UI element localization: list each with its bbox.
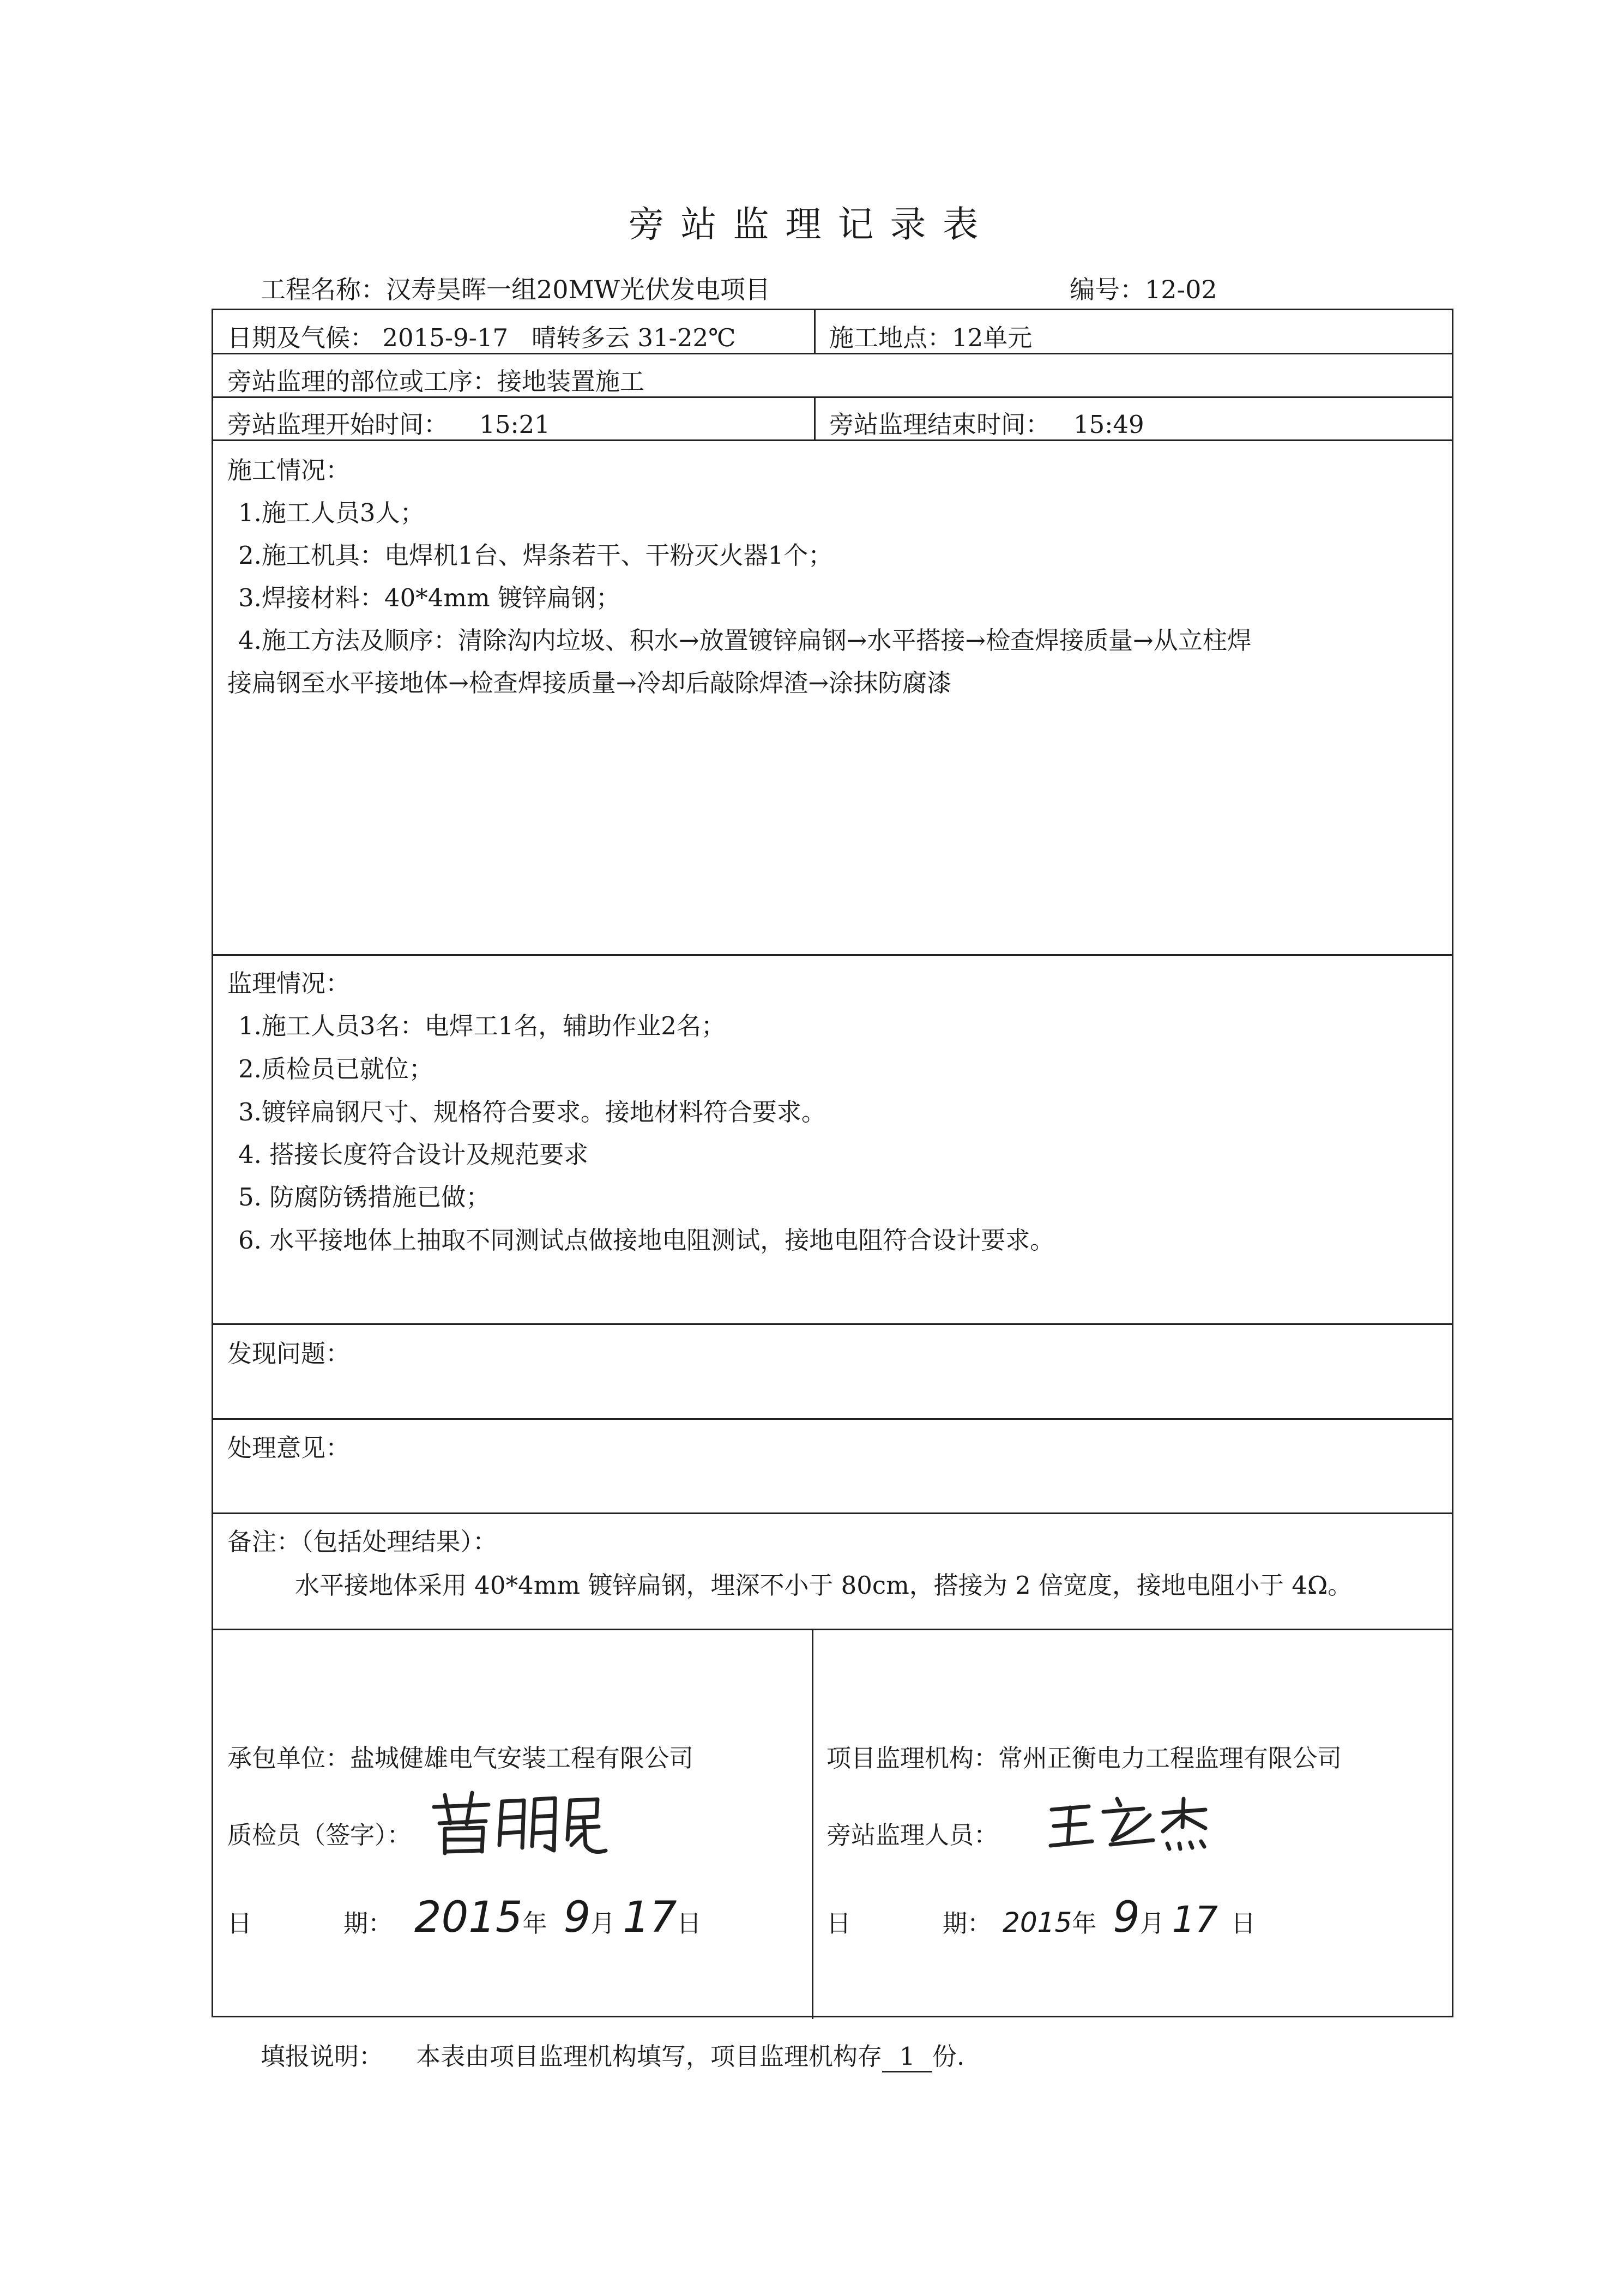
end-value: 15:49 [1073,410,1144,439]
construction-line-3: 3.焊接材料：40*4mm 镀锌扁钢； [238,583,620,612]
supervisor-date-label-1: 日 [826,1909,852,1938]
contractor-date-label-1: 日 [227,1909,252,1938]
supervisor-date-nian: 年 [1072,1909,1097,1938]
footer-note [261,2036,964,2072]
supervisor-person-label: 旁站监理人员： [826,1821,999,1849]
inspector-signature [429,1785,608,1861]
footer-text: 本表由项目监理机构填写，项目监理机构存 [416,2042,883,2071]
date-value: 2015-9-17 [382,323,509,352]
contractor-date-day: 17 [623,1893,677,1942]
supervisor-date-ri: 日 [1230,1909,1256,1938]
contractor-date-month: 9 [563,1893,591,1942]
contractor-date-label-2: 期： [343,1909,393,1938]
contractor-date-line [227,1893,702,1942]
number-line [1070,270,1217,306]
rule-8 [213,1629,1452,1630]
divider-time [814,396,816,439]
start-time-cell [227,405,550,440]
supervisor-date-label-2: 期： [943,1909,992,1938]
problems-heading: 发现问题： [227,1339,351,1368]
weather-value: 晴转多云 31-22℃ [532,323,736,352]
rule-6 [213,1418,1452,1420]
supervisor-unit-label: 项目监理机构： [826,1744,999,1773]
project-line [261,270,770,306]
process-value: 接地装置施工 [497,367,645,396]
remarks-text: 水平接地体采用 40*4mm 镀锌扁钢，埋深不小于 80cm，搭接为 2 倍宽度，接地电阻小于 4Ω。 [295,1571,1353,1600]
contractor-date-nian: 年 [522,1909,547,1938]
process-label: 旁站监理的部位或工序： [227,367,498,396]
end-label: 旁站监理结束时间： [829,410,1051,439]
construction-line-4: 4.施工方法及顺序：清除沟内垃圾、积水→放置镀锌扁钢→水平搭接→检查焊接质量→从立柱焊 [238,626,1252,655]
contractor-unit-label: 承包单位： [227,1744,351,1773]
number-label: 编号： [1070,275,1145,304]
end-time-cell [829,405,1144,440]
supervision-line-2: 2.质检员已就位； [238,1054,433,1083]
supervisor-unit-line [826,1738,1342,1774]
supervision-line-3: 3.镀锌扁钢尺寸、规格符合要求。接地材料符合要求。 [238,1098,826,1126]
contractor-date-year: 2015 [414,1893,523,1942]
footer-suffix: 份. [932,2042,965,2071]
supervision-line-6: 6. 水平接地体上抽取不同测试点做接地电阻测试，接地电阻符合设计要求。 [238,1226,1055,1255]
supervisor-date-line [826,1893,1256,1942]
construction-heading: 施工情况： [227,456,351,485]
rule-5 [213,1323,1452,1325]
contractor-date-ri: 日 [677,1909,702,1938]
supervisor-signature [1046,1793,1210,1859]
number-value: 12-02 [1145,275,1217,304]
page-title: 旁站监理记录表 [628,203,995,245]
project-name: 汉寿昊晖一组20MW光伏发电项目 [386,275,770,304]
supervision-heading: 监理情况： [227,969,351,998]
construction-line-1: 1.施工人员3人； [238,498,425,527]
record-form [212,309,1453,2017]
supervisor-date-day: 17 [1172,1899,1218,1941]
process-cell [227,361,644,397]
contractor-unit-line [227,1738,693,1774]
contractor-date-yue: 月 [590,1909,616,1938]
site-value: 12单元 [952,323,1033,352]
remarks-heading: 备注：（包括处理结果）： [227,1527,498,1556]
site-label: 施工地点： [829,323,952,352]
date-label: 日期及气候： [227,323,375,352]
date-weather-cell [227,318,735,353]
supervisor-unit: 常州正衡电力工程监理有限公司 [998,1744,1342,1773]
supervision-line-1: 1.施工人员3名：电焊工1名，辅助作业2名； [238,1011,726,1040]
start-label: 旁站监理开始时间： [227,410,449,439]
divider-sign [812,1629,813,2019]
supervision-line-4: 4. 搭接长度符合设计及规范要求 [238,1140,589,1169]
construction-line-2: 2.施工机具：电焊机1台、焊条若干、干粉灭火器1个； [238,541,833,570]
supervisor-date-year: 2015 [1003,1907,1072,1938]
site-cell [829,318,1032,353]
handling-heading: 处理意见： [227,1433,351,1462]
inspector-label: 质检员（签字）： [227,1821,412,1849]
contractor-unit: 盐城健雄电气安装工程有限公司 [350,1744,694,1773]
footer-copies: 1 [882,2042,932,2072]
footer-label: 填报说明： [261,2042,384,2071]
supervisor-date-month: 9 [1113,1893,1140,1942]
start-value: 15:21 [479,410,550,439]
supervision-line-5: 5. 防腐防锈措施已做； [238,1183,491,1212]
project-label: 工程名称： [261,275,386,304]
divider-date [814,310,816,353]
supervisor-date-yue: 月 [1139,1909,1165,1938]
rule-4 [213,954,1452,956]
construction-line-5: 接扁钢至水平接地体→检查焊接质量→冷却后敲除焊渣→涂抹防腐漆 [227,668,952,697]
rule-7 [213,1512,1452,1514]
